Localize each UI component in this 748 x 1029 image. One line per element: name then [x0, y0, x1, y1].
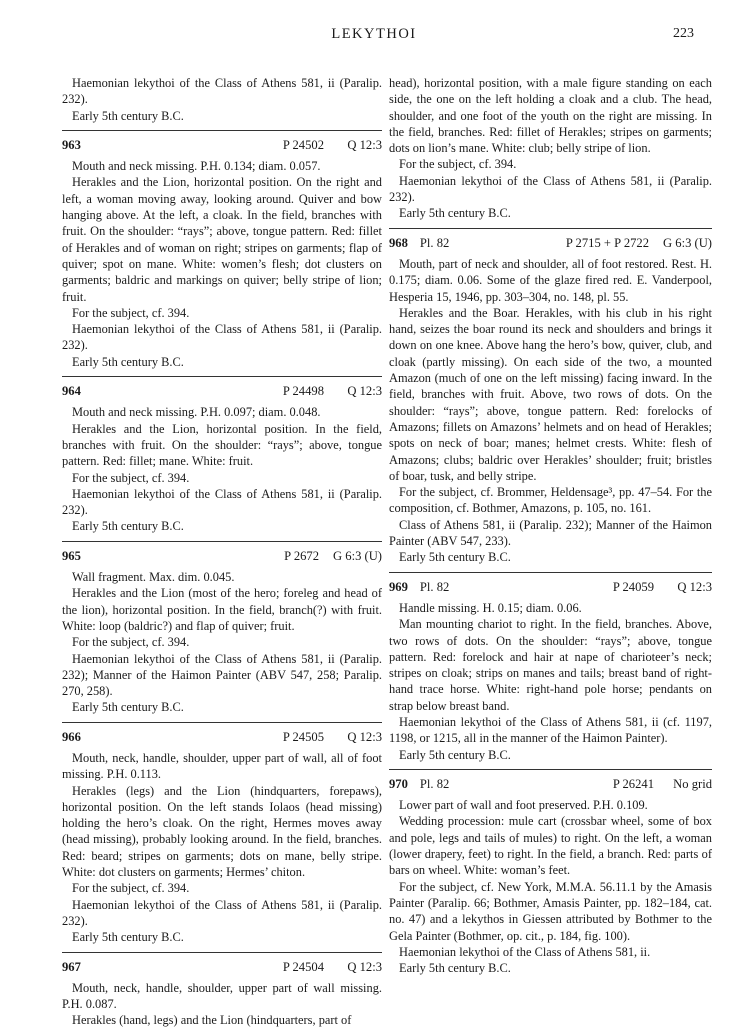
entry-heading	[389, 235, 712, 251]
plate-reference: Pl. 82	[419, 579, 450, 594]
entry-measurements: Lower part of wall and foot preserved. P.H. 0.109.	[399, 798, 648, 813]
entry-description: Herakles and the Boar. Herakles, with his club in his right hand, seizes the boar round its neck and shoulders and brings it down on one knee. Above hang the hero’s bow, quiver, club, and cloak (partly missing). On each side of the two, a mounted Amazon (much of one on the left missing) facing inward. In the field, branches with fruit. Above, two rows of dots. On the shoulder: “rays”; above, tongue pattern. Red: forelocks of Amazons; fillets on Amazons’ helmets and on head of Herakles; spots on neck of boar; manes; helmet crests. White: flesh of Amazons; clubs; baldric over Herakles’ shoulder; fruit; bristles of boar, tusk, and belly stripe.	[389, 305, 712, 483]
entry-number: 967	[62, 959, 81, 974]
running-title: LEKYTHOI	[331, 26, 417, 42]
entry-heading	[389, 579, 712, 595]
entry-number: 966	[62, 729, 81, 744]
divider	[62, 130, 382, 131]
divider	[389, 572, 712, 573]
entry-date: Early 5th century B.C.	[399, 206, 511, 221]
entry-number: 970	[389, 776, 408, 791]
grid-reference: Q 12:3	[347, 137, 382, 152]
entry-number: 969	[389, 579, 408, 594]
entry-date: Early 5th century B.C.	[399, 747, 511, 762]
entry-subject-ref: For the subject, cf. 394.	[72, 881, 190, 896]
entry-subject-ref: For the subject, cf. 394.	[399, 157, 517, 172]
entry-measurements: Mouth, neck, handle, shoulder, upper part of wall missing. P.H. 0.087.	[62, 980, 382, 1012]
entry-description: Herakles and the Lion, horizontal position. On the right and left, a woman moving away, looking around. Quiver and bow hanging above. At the left, a cloak. In the field, branches with fruit. On the shoulder: “rays”; above, tongue pattern. Red: fillet of Herakles and of woman on right; stripes on garments; flap of quiver; spot on mane. White: women’s flesh; dot clusters on garments; baldric and markings on quiver; belly stripe of lion; fruit.	[62, 175, 382, 304]
entry-description: Man mounting chariot to right. In the field, branches. Above, two rows of dots. On the shoulder: “rays”; above, tongue pattern. Red: forelock and hair at nape of charioteer’s neck; stripes on cloak; strips on manes and tails; breast band of right-hand trace horse. White: right-hand pole horse; pendants on strap below breast band.	[389, 617, 712, 713]
entry-subject-ref: For the subject, cf. 394.	[72, 470, 190, 485]
catalogue-entry-970	[389, 776, 712, 977]
entry-heading	[62, 729, 382, 745]
accession-number: P 2672	[284, 548, 320, 563]
accession-number: P 24505	[282, 729, 324, 744]
entry-subject-ref: For the subject, cf. Brommer, Heldensage³, pp. 47–54. For the composition, cf. Bothmer, Amazons, p. 105, no. 161.	[389, 485, 712, 516]
entry-date: Early 5th century B.C.	[399, 961, 511, 976]
entry-attribution: Haemonian lekythoi of the Class of Athens 581, ii (Paralip. 232).	[62, 322, 382, 353]
catalogue-entry-969	[389, 579, 712, 763]
left-column	[62, 75, 382, 1029]
accession-number: P 24059	[612, 579, 654, 594]
plate-reference: Pl. 82	[419, 776, 450, 791]
entry-attribution: Haemonian lekythoi of the Class of Athens 581, ii (Paralip. 232).	[62, 897, 382, 928]
catalogue-entry-968	[389, 235, 712, 566]
grid-reference: G 6:3 (U)	[333, 548, 382, 563]
entry-description: Wedding procession: mule cart (crossbar wheel, some of box and pole, legs and tails of mules) to right. On the left, a woman (lower drapery, feet) to right. In the field, a branch. Red: parts of bars on wheel. White: woman’s feet.	[389, 814, 712, 878]
grid-reference: Q 12:3	[677, 579, 712, 594]
entry-measurements: Mouth, neck, handle, shoulder, upper part of wall, all of foot missing. P.H. 0.113.	[62, 750, 382, 782]
entry-date: Early 5th century B.C.	[72, 930, 184, 945]
divider	[62, 541, 382, 542]
entry-description: Herakles (legs) and the Lion (hindquarters, forepaws), horizontal position. On the left stands Iolaos (head missing) holding the hero’s cloak. On the right, Hermes moves away (head missing), probably looking around. In the field, branches. Red: beard; stripes on garments; dots on mane, belly stripe. White: dot clusters on garments; Hermes’ chiton.	[62, 783, 382, 880]
plate-reference: Pl. 82	[419, 235, 450, 250]
entry-subject-ref: For the subject, cf. New York, M.M.A. 56.11.1 by the Amasis Painter (Paralip. 66; Bothmer, Amasis Painter, pp. 182–184, cat. no. 47) and a lekythos in Giessen attributed by Bothmer to the Gela Painter (Bothmer, op. cit., p. 184, fig. 100).	[389, 879, 712, 943]
accession-number: P 24502	[282, 137, 324, 152]
grid-reference: No grid	[673, 776, 712, 791]
entry-heading	[62, 548, 382, 564]
entry-number: 965	[62, 548, 81, 563]
grid-reference: Q 12:3	[347, 959, 382, 974]
catalogue-entry-967	[62, 959, 382, 1029]
accession-number: P 26241	[612, 776, 654, 791]
entry-attribution: Haemonian lekythoi of the Class of Athens 581, ii (Paralip. 232).	[389, 173, 712, 205]
divider	[62, 952, 382, 953]
catalogue-entry-966	[62, 729, 382, 946]
entry-description: Herakles and the Lion, horizontal position. In the field, branches with fruit. On the shoulder: “rays”; above, tongue pattern. Red: fillet; mane. White: fruit.	[62, 421, 382, 469]
entry-description: Herakles and the Lion (most of the hero; foreleg and head of the lion), horizontal position. In the field, branch(?) with fruit. White: loop (baldric?) and flap of quiver; fruit.	[62, 586, 382, 633]
accession-number: P 2715 + P 2722	[565, 235, 650, 250]
entry-measurements: Mouth, part of neck and shoulder, all of foot restored. Rest. H. 0.175; diam. 0.06. Some of the glaze fired red. E. Vanderpool, Hesperia 15, 1946, pp. 303–304, no. 148, pl. 55.	[389, 256, 712, 304]
entry-measurements: Wall fragment. Max. dim. 0.045.	[72, 570, 235, 585]
entry-date: Early 5th century B.C.	[72, 519, 184, 534]
entry-number: 964	[62, 384, 81, 399]
entry-description-continued: head), horizontal position, with a male figure standing on each side, the one on the left holding a cloak and a club. The head, shoulder, and one foot of the youth on the right are missing. In the field, branches. Red: fillet of Herakles; stripes on garments; dots on lion’s mane. White: club; belly stripe of lion.	[389, 76, 712, 156]
entry-date: Early 5th century B.C.	[72, 700, 184, 715]
catalogue-entry-965	[62, 548, 382, 716]
entry-date: Early 5th century B.C.	[72, 354, 184, 369]
catalogue-entry-963	[62, 137, 382, 370]
right-column	[389, 75, 712, 976]
entry-attribution: Class of Athens 581, ii (Paralip. 232); Manner of the Haimon Painter (ABV 547, 233).	[389, 517, 712, 549]
entry-heading	[62, 137, 382, 153]
catalogue-entry-964	[62, 383, 382, 535]
entry-date: Early 5th century B.C.	[399, 550, 511, 565]
entry-attribution: Haemonian lekythoi of the Class of Athens 581, ii (cf. 1197, 1198, or 1215, all in the manner of the Haimon Painter).	[389, 714, 712, 746]
entry-attribution: Haemonian lekythoi of the Class of Athens 581, ii (Paralip. 232).	[62, 76, 382, 107]
entry-number: 968	[389, 235, 408, 250]
grid-reference: Q 12:3	[347, 384, 382, 399]
entry-measurements: Mouth and neck missing. P.H. 0.097; diam. 0.048.	[72, 405, 321, 420]
entry-heading	[62, 383, 382, 399]
page-header	[0, 26, 748, 46]
divider	[389, 769, 712, 770]
page-number: 223	[673, 26, 694, 41]
entry-heading	[389, 776, 712, 792]
entry-number: 963	[62, 137, 81, 152]
entry-subject-ref: For the subject, cf. 394.	[72, 635, 190, 650]
entry-attribution: Haemonian lekythoi of the Class of Athens 581, ii.	[399, 944, 651, 959]
divider	[62, 376, 382, 377]
entry-heading	[62, 959, 382, 975]
entry-subject-ref: For the subject, cf. 394.	[72, 305, 190, 320]
entry-description: Herakles (hand, legs) and the Lion (hindquarters, part of	[72, 1013, 352, 1028]
entry-measurements: Mouth and neck missing. P.H. 0.134; diam. 0.057.	[72, 159, 321, 174]
grid-reference: G 6:3 (U)	[663, 235, 712, 250]
entry-date: Early 5th century B.C.	[72, 108, 184, 123]
entry-attribution: Haemonian lekythoi of the Class of Athens 581, ii (Paralip. 232).	[62, 486, 382, 518]
accession-number: P 24504	[282, 959, 324, 974]
entry-measurements: Handle missing. H. 0.15; diam. 0.06.	[399, 600, 582, 615]
divider	[62, 722, 382, 723]
grid-reference: Q 12:3	[347, 729, 382, 744]
accession-number: P 24498	[282, 384, 324, 399]
entry-attribution: Haemonian lekythoi of the Class of Athens 581, ii (Paralip. 232); Manner of the Haimon Painter (ABV 547, 258; Paralip. 270, 258).	[62, 651, 382, 699]
divider	[389, 228, 712, 229]
